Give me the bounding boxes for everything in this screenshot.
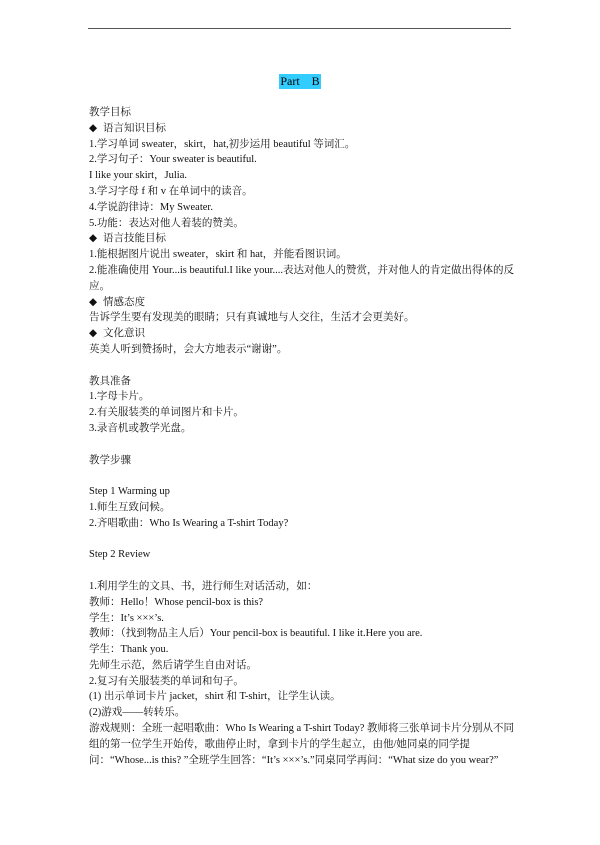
dialogue-line-2: 学生：It’s ×××’s. bbox=[89, 612, 164, 624]
knowledge-item-1: 1.学习单词 sweater，skirt，hat,初步运用 beautiful 等词汇。 bbox=[89, 138, 356, 150]
diamond-bullet-icon: ◆ bbox=[89, 233, 98, 245]
attitude-heading bbox=[89, 295, 517, 311]
blank-line bbox=[89, 563, 517, 579]
step1-item-2: 2.齐唱歌曲：Who Is Wearing a T-shirt Today? bbox=[89, 517, 289, 529]
game-rules: 游戏规则：全班一起唱歌曲：Who Is Wearing a T-shirt Today? 教师将三张单词卡片分别从不同组的第一位学生开始传，歌曲停止时，拿到卡片的学生起立，由他/她同桌的同学提问：“Whose...is this? ”全班学生回答：“It’s ×××’s.”同桌同学再问：“What size do you wear?” bbox=[89, 723, 515, 766]
skill-item-1: 1.能根据图片说出 sweater，skirt 和 hat，并能看图识词。 bbox=[89, 249, 347, 261]
lang-knowledge-heading bbox=[89, 121, 517, 137]
blank-line bbox=[89, 468, 517, 484]
dialogue-line-4: 学生：Thank you. bbox=[89, 644, 169, 656]
dialogue-line-1: 教师：Hello！Whose pencil-box is this? bbox=[89, 596, 264, 608]
diamond-bullet-icon: ◆ bbox=[89, 296, 98, 308]
review-item-2: 2.复习有关服装类的单词和句子。 bbox=[89, 675, 244, 687]
step1-item-1: 1.师生互致问候。 bbox=[89, 501, 171, 513]
header-rule bbox=[88, 28, 511, 29]
page-title: Part B bbox=[280, 74, 320, 88]
culture-heading bbox=[89, 326, 517, 342]
attitude-heading-text: 情感态度 bbox=[103, 296, 145, 308]
title-container bbox=[0, 72, 600, 90]
lang-skill-heading bbox=[89, 231, 517, 247]
blank-line bbox=[89, 358, 517, 374]
attitude-text: 告诉学生要有发现美的眼睛；只有真诚地与人交往，生活才会更美好。 bbox=[89, 312, 415, 324]
prep-item-1: 1.字母卡片。 bbox=[89, 391, 150, 403]
diamond-bullet-icon: ◆ bbox=[89, 122, 98, 134]
skill-item-2: 2.能准确使用 Your...is beautiful.I like your....表达对他人的赞赏，并对他人的肯定做出得体的反应。 bbox=[89, 264, 515, 292]
knowledge-item-5: 5.功能：表达对他人着装的赞美。 bbox=[89, 217, 244, 229]
prep-item-3: 3.录音机或教学光盘。 bbox=[89, 422, 192, 434]
dialogue-line-5: 先师生示范，然后请学生自由对话。 bbox=[89, 659, 257, 671]
review-item-2b: (2)游戏——转转乐。 bbox=[89, 707, 186, 719]
culture-heading-text: 文化意识 bbox=[103, 328, 145, 340]
goals-heading: 教学目标 bbox=[89, 107, 131, 118]
prep-item-2: 2.有关服装类的单词图片和卡片。 bbox=[89, 407, 244, 419]
document-body bbox=[89, 105, 517, 768]
blank-line bbox=[89, 532, 517, 548]
knowledge-item-2: 2.学习句子：Your sweater is beautiful. bbox=[89, 154, 257, 166]
knowledge-item-4: 4.学说韵律诗：My Sweater. bbox=[89, 201, 213, 213]
knowledge-item-2b: I like your skirt，Julia. bbox=[89, 170, 187, 182]
culture-text: 英美人听到赞扬时，会大方地表示“谢谢”。 bbox=[89, 343, 288, 355]
review-item-2a: (1) 出示单词卡片 jacket，shirt 和 T-shirt，让学生认读。 bbox=[89, 691, 341, 703]
prep-heading: 教具准备 bbox=[89, 375, 131, 387]
blank-line bbox=[89, 437, 517, 453]
dialogue-line-3: 教师：（找到物品主人后）Your pencil-box is beautiful. I like it.Here you are. bbox=[89, 628, 423, 640]
step1-title: Step 1 Warming up bbox=[89, 486, 170, 498]
knowledge-item-3: 3.学习字母 f 和 v 在单词中的读音。 bbox=[89, 185, 253, 197]
steps-heading: 教学步骤 bbox=[89, 454, 131, 466]
lang-knowledge-heading-text: 语言知识目标 bbox=[103, 122, 166, 134]
step2-intro: 1.利用学生的文具、书，进行师生对话活动，如： bbox=[89, 580, 318, 592]
step2-title: Step 2 Review bbox=[89, 549, 151, 561]
diamond-bullet-icon: ◆ bbox=[89, 328, 98, 340]
lang-skill-heading-text: 语言技能目标 bbox=[103, 233, 166, 245]
